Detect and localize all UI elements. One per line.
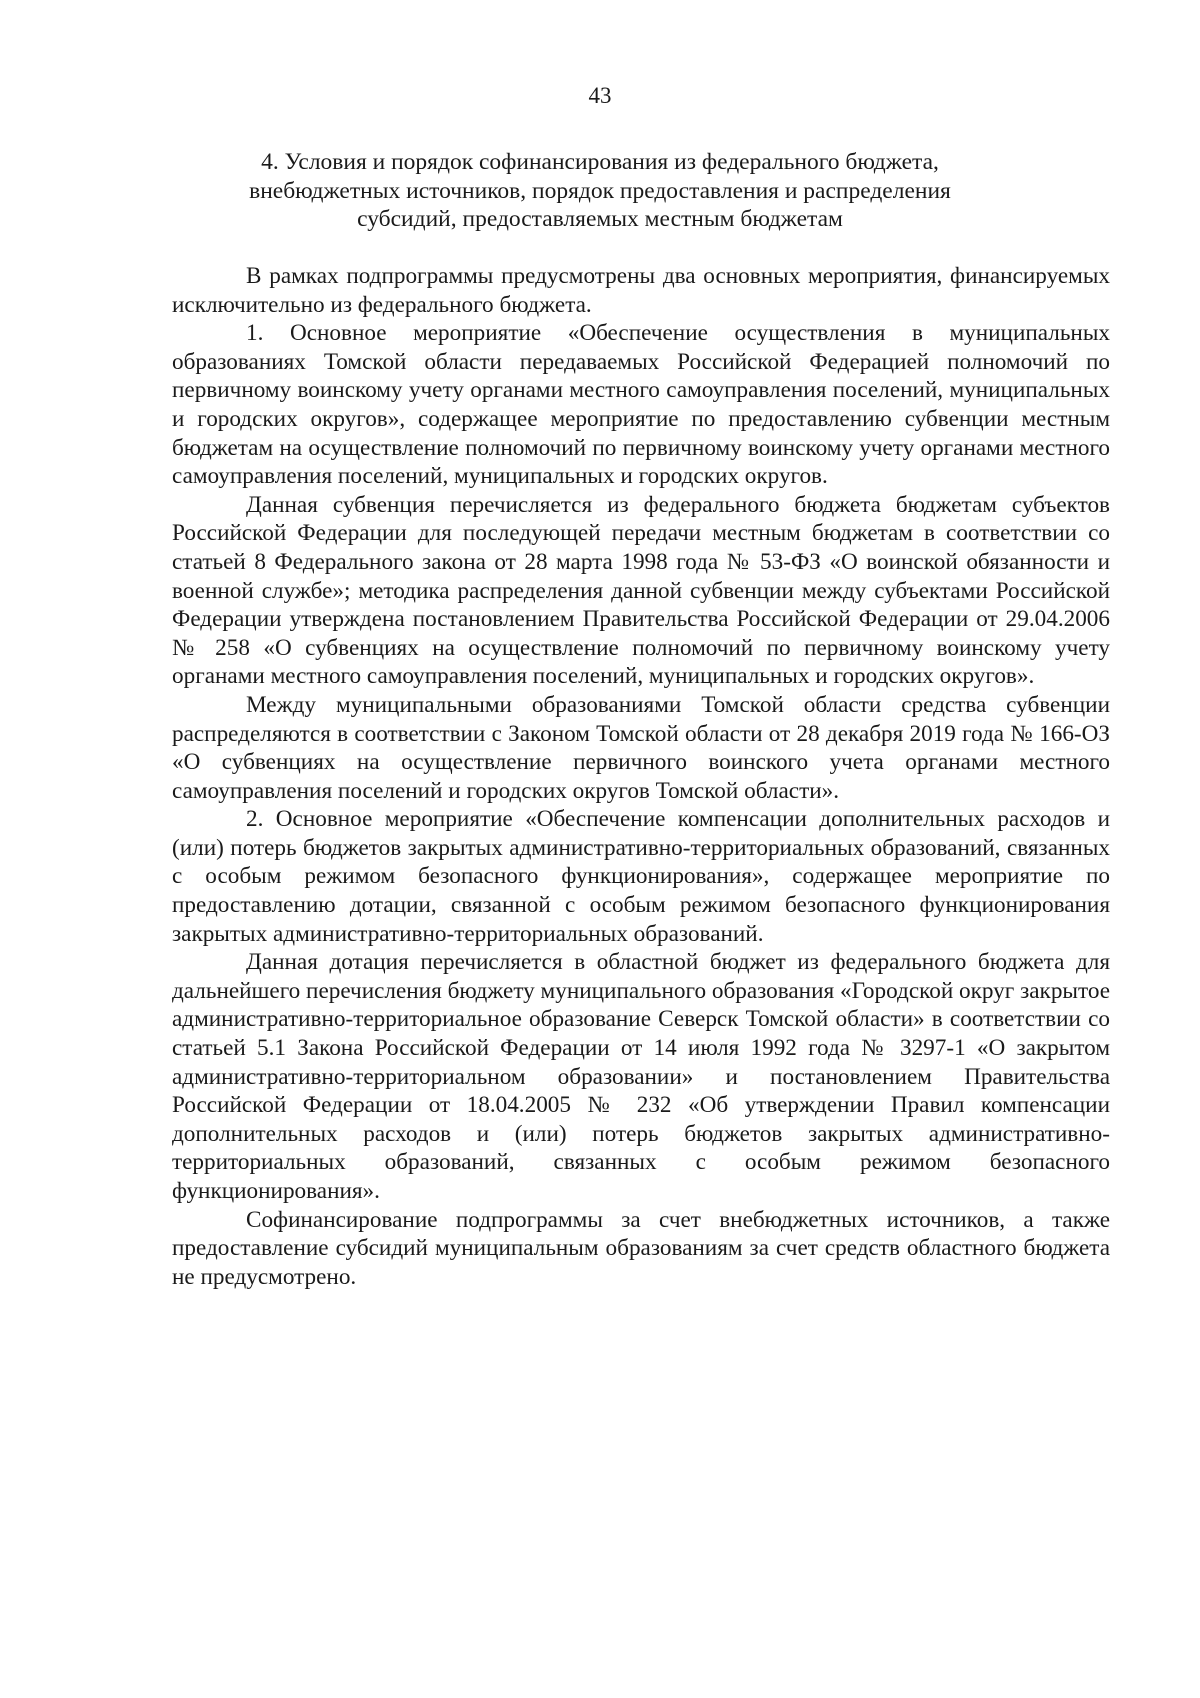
paragraph-cofinancing: Софинансирование подпрограммы за счет внебюджетных источников, а также предоставление субсидий муниципальным образованиям за счет средств областного бюджета не предусмотрено. <box>172 1206 1110 1290</box>
paragraph-subsidy-transfer: Данная дотация перечисляется в областной бюджет из федерального бюджета для дальнейшего перечисления бюджету муниципального образования «Городской округ закрытое административно-территориальное образование Северск Томской области» в соответствии со статьей 5.1 Закона Российской Федерации от 14 июля 1992 года № 3297-1 «О закрытом административно-территориальном образовании» и постановлением Правительства Российской Федерации от 18.04.2005 № 232 «Об утверждении Правил компенсации дополнительных расходов и (или) потерь бюджетов закрытых административно-территориальных образований, связанных с особым режимом безопасного функционирования». <box>172 949 1110 1204</box>
section-heading <box>150 148 1050 234</box>
body-text <box>172 262 1110 1291</box>
paragraph-measure-1: 1. Основное мероприятие «Обеспечение осуществления в муниципальных образованиях Томской области передаваемых Российской Федерацией полномочий по первичному воинскому учету органами местного самоуправления поселений, муниципальных и городских округов», содержащее мероприятие по предоставлению субвенции местным бюджетам на осуществление полномочий по первичному воинскому учету органами местного самоуправления поселений, муниципальных и городских округов. <box>172 320 1110 490</box>
heading-line: 4. Условия и порядок софинансирования из федерального бюджета, <box>261 149 939 175</box>
paragraph-intro: В рамках подпрограммы предусмотрены два основных мероприятия, финансируемых исключительно из федерального бюджета. <box>172 263 1110 318</box>
heading-line: внебюджетных источников, порядок предоставления и распределения <box>249 177 951 204</box>
page-number: 43 <box>588 83 612 108</box>
paragraph-distribution: Между муниципальными образованиями Томской области средства субвенции распределяются в соответствии с Законом Томской области от 28 декабря 2019 года № 166-ОЗ «О субвенциях на осуществление первичного воинского учета органами местного самоуправления поселений и городских округов Томской области». <box>172 691 1110 804</box>
paragraph-subvention: Данная субвенция перечисляется из федерального бюджета бюджетам субъектов Российской Федерации для последующей передачи местным бюджетам в соответствии со статьей 8 Федерального закона от 28 марта 1998 года № 53-ФЗ «О воинской обязанности и военной службе»; методика распределения данной субвенции между субъектами Российской Федерации утверждена постановлением Правительства Российской Федерации от 29.04.2006 № 258 «О субвенциях на осуществление полномочий по первичному воинскому учету органами местного самоуправления поселений, муниципальных и городских округов». <box>172 491 1110 690</box>
paragraph-measure-2: 2. Основное мероприятие «Обеспечение компенсации дополнительных расходов и (или) потерь бюджетов закрытых административно-территориальных образований, связанных с особым режимом безопасного функционирования», содержащее мероприятие по предоставлению дотации, связанной с особым режимом безопасного функционирования закрытых административно-территориальных образований. <box>172 806 1110 947</box>
heading-line: субсидий, предоставляемых местным бюджетам <box>357 206 843 232</box>
